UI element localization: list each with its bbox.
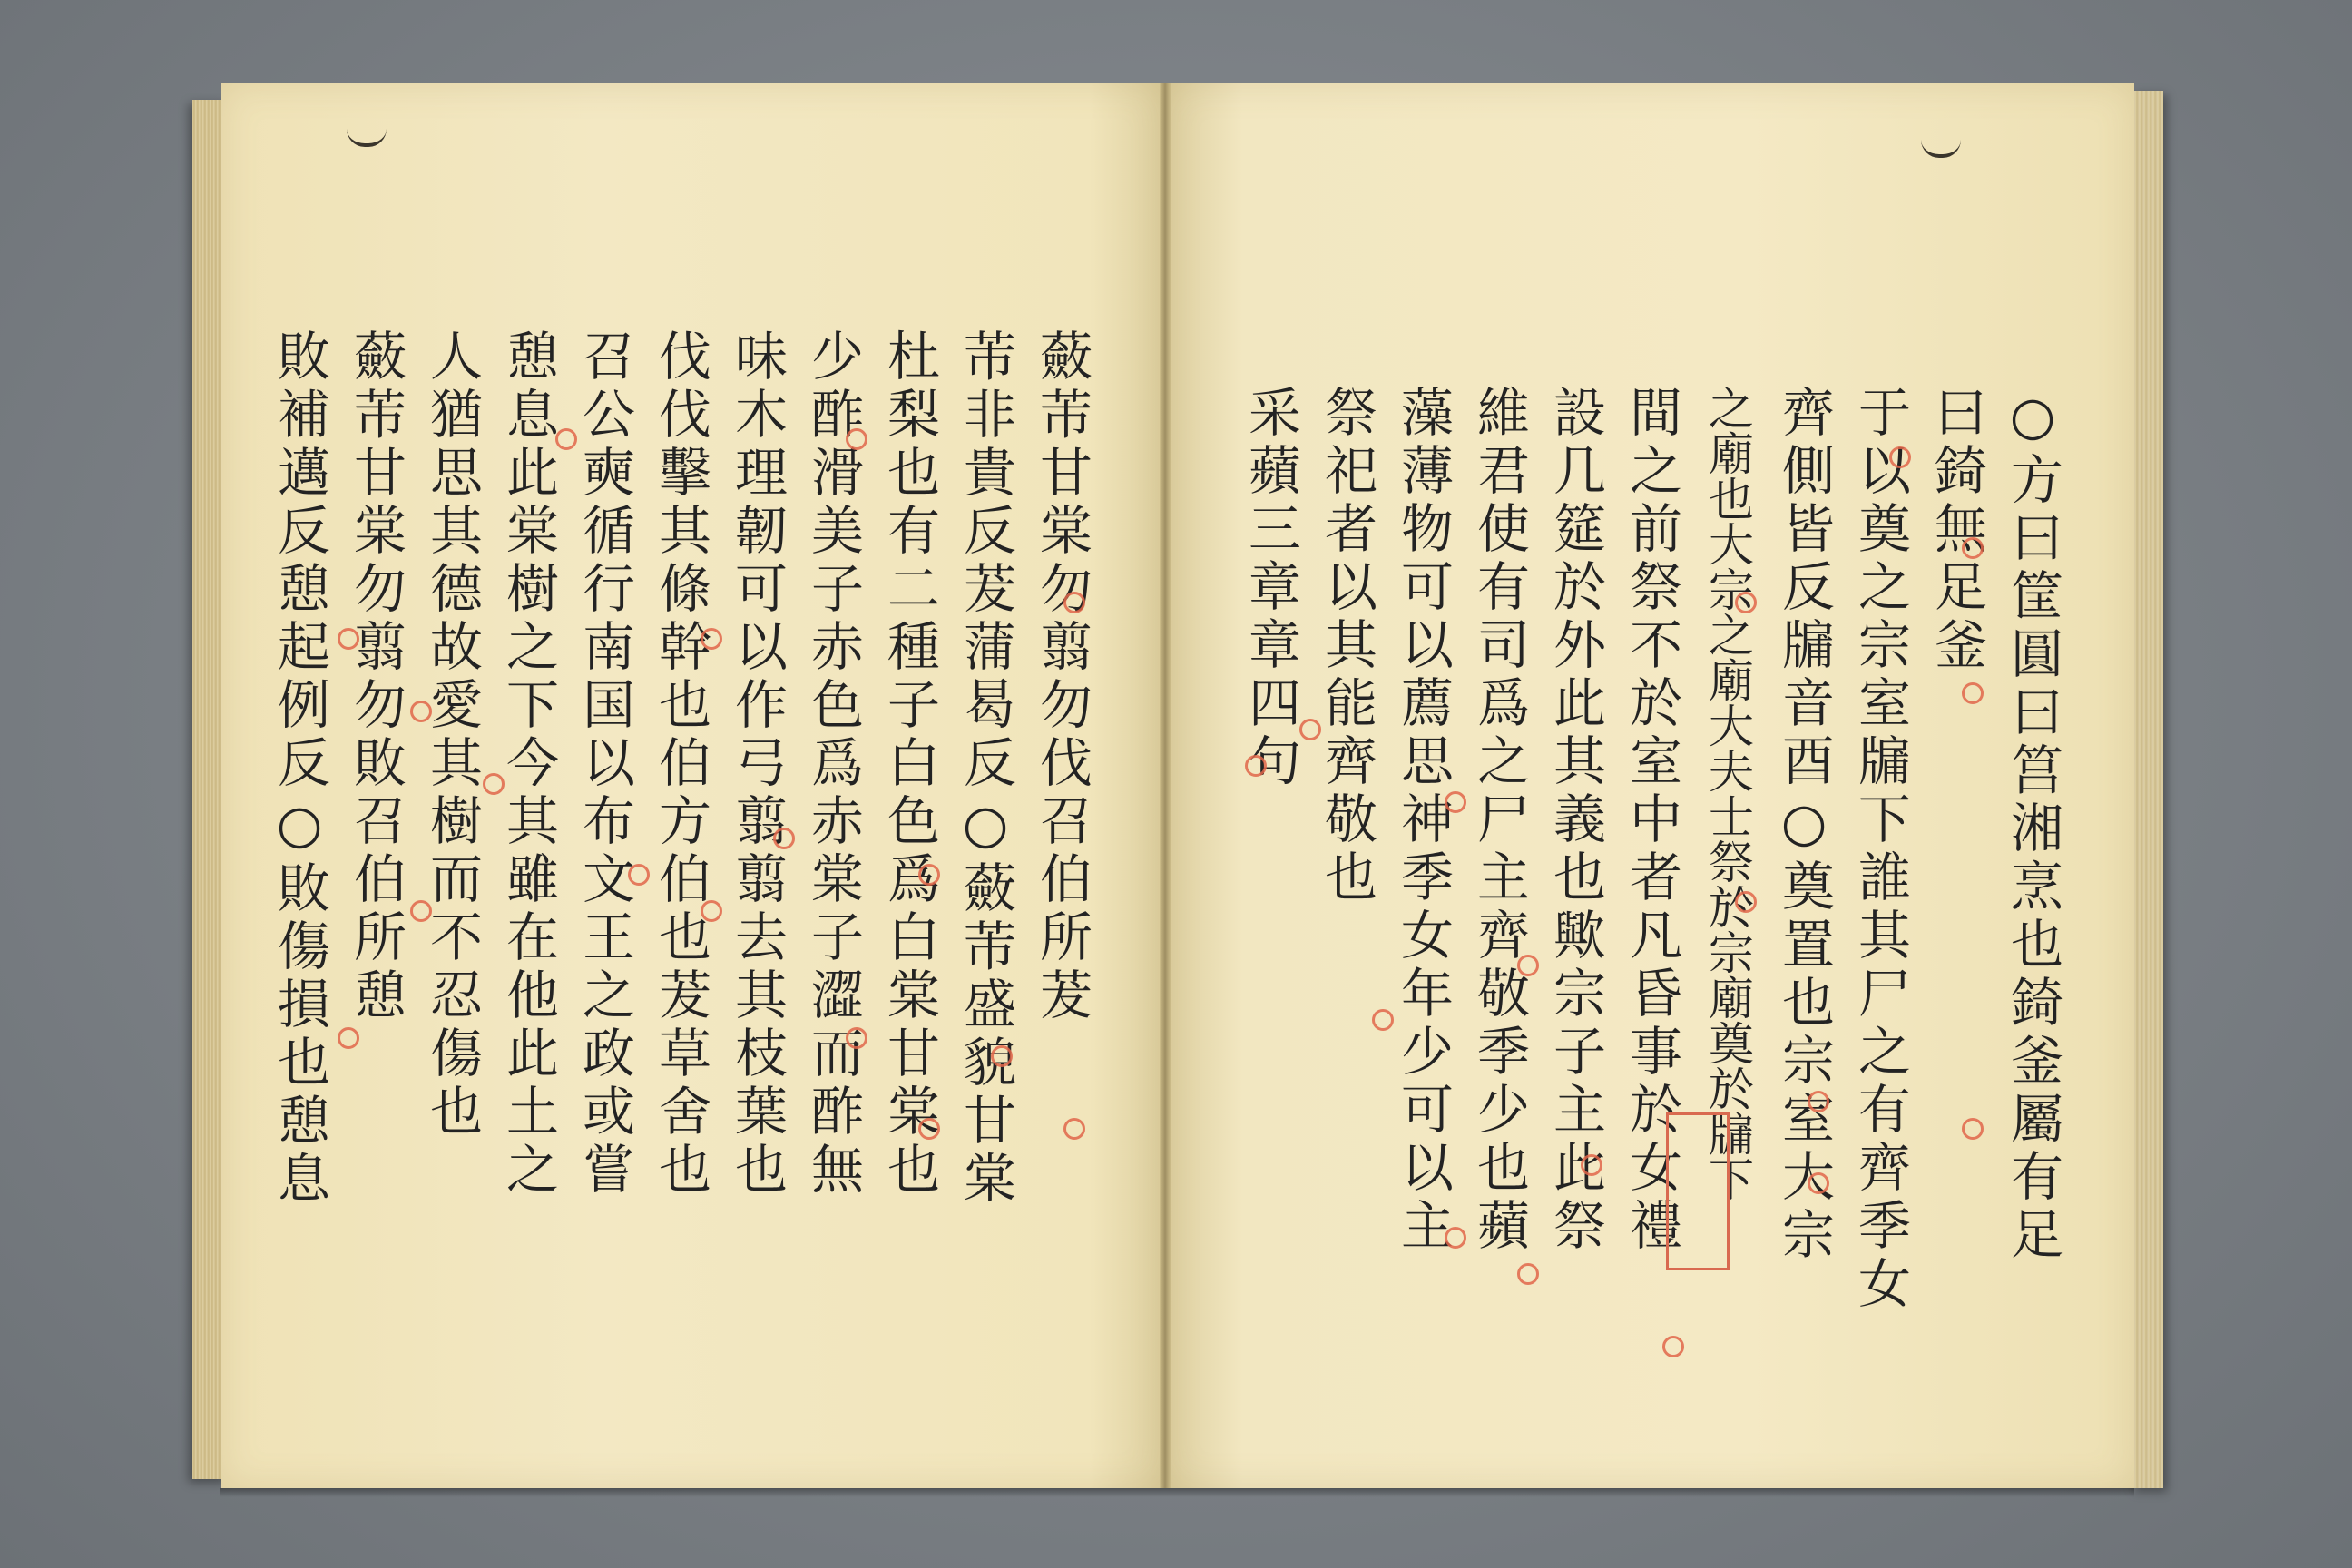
text-column: 齊側皆反牖音酉○奠置也宗室大宗 [1773, 385, 1835, 1265]
red-circle-mark [1962, 537, 1984, 559]
red-circle-mark [1889, 446, 1911, 468]
red-circle-mark [1299, 719, 1321, 740]
text-column: 人猶思其德故愛其樹而不忍傷也 [421, 328, 483, 1142]
book-edge-right [2131, 91, 2163, 1488]
red-circle-mark [918, 864, 940, 886]
text-column: 之廟也大宗之廟大夫士祭於宗廟奠於牖下 [1701, 385, 1754, 1201]
red-circle-mark [1372, 1009, 1394, 1031]
red-circle-mark [1808, 1091, 1829, 1112]
text-column: 維君使有司爲之尸主齊敬季少也蘋 [1468, 385, 1530, 1256]
text-column: 少酢滑美子赤色爲赤棠子澀而酢無 [802, 328, 864, 1200]
text-column: 芾非貴反茇蒲曷反○蘞芾盛貌甘棠 [955, 328, 1016, 1209]
red-circle-mark [846, 428, 867, 450]
text-column: 敗補邁反憩起例反○敗傷損也憩息 [269, 328, 330, 1209]
text-column: 蘞芾甘棠勿翦勿伐召伯所茇 [1031, 328, 1093, 1025]
red-circle-mark [1063, 1118, 1085, 1140]
text-column: 采蘋三章章四句 [1240, 385, 1301, 791]
red-circle-mark [701, 900, 722, 922]
red-circle-mark [628, 864, 650, 886]
red-circle-mark [1735, 891, 1757, 913]
red-circle-mark [1581, 1154, 1602, 1176]
red-circle-mark [918, 1118, 940, 1140]
red-circle-mark [1063, 592, 1085, 613]
red-circle-mark [1962, 1118, 1984, 1140]
book-gutter [1160, 83, 1171, 1488]
red-circle-mark [1445, 1227, 1466, 1249]
red-circle-mark [338, 1027, 359, 1049]
left-page-text [269, 328, 1100, 1492]
red-circle-mark [483, 773, 505, 795]
red-circle-mark [1735, 592, 1757, 613]
text-column: 設几筵於外此其義也歟宗子主此祭 [1544, 385, 1606, 1256]
red-circle-mark [1962, 682, 1984, 704]
text-column: 杜梨也有二種子白色爲白棠甘棠也 [878, 328, 940, 1200]
text-column: ○方曰筐圓曰筥湘烹也錡釜屬有足 [2002, 385, 2063, 1265]
text-column: 憩息此棠樹之下今其雖在他此土之 [497, 328, 559, 1200]
red-circle-mark [410, 701, 432, 722]
red-circle-mark [1808, 1172, 1829, 1194]
red-circle-mark [1517, 1263, 1539, 1285]
red-circle-mark [338, 628, 359, 650]
red-circle-mark [1445, 791, 1466, 813]
text-column: 蘞芾甘棠勿翦勿敗召伯所憩 [345, 328, 407, 1025]
red-circle-mark [701, 628, 722, 650]
text-column: 間之前祭不於室中者凡昏事於女禮 [1621, 385, 1682, 1256]
red-box-annotation [1666, 1112, 1730, 1270]
text-column: 曰錡無足釜 [1926, 385, 1987, 675]
text-column: 藻薄物可以薦思神季女年少可以主 [1392, 385, 1454, 1256]
red-circle-mark [555, 428, 577, 450]
right-page-text [1236, 385, 2071, 1492]
red-circle-mark [773, 828, 795, 849]
text-column: 于以奠之宗室牖下誰其尸之有齊季女 [1849, 385, 1911, 1314]
open-book [192, 83, 2163, 1492]
red-circle-mark [991, 1045, 1013, 1067]
red-circle-mark [1662, 1336, 1684, 1357]
text-column: 祭祀者以其能齊敬也 [1316, 385, 1377, 907]
red-circle-mark [846, 1027, 867, 1049]
red-circle-mark [1245, 755, 1267, 777]
red-circle-mark [410, 900, 432, 922]
text-column: 味木理韌可以作弓翦翦去其枝葉也 [726, 328, 788, 1200]
text-column: 伐伐擊其條幹也伯方伯也茇草舍也 [650, 328, 711, 1200]
text-column: 召公奭循行南国以布文王之政或嘗 [573, 328, 635, 1200]
red-circle-mark [1517, 955, 1539, 976]
